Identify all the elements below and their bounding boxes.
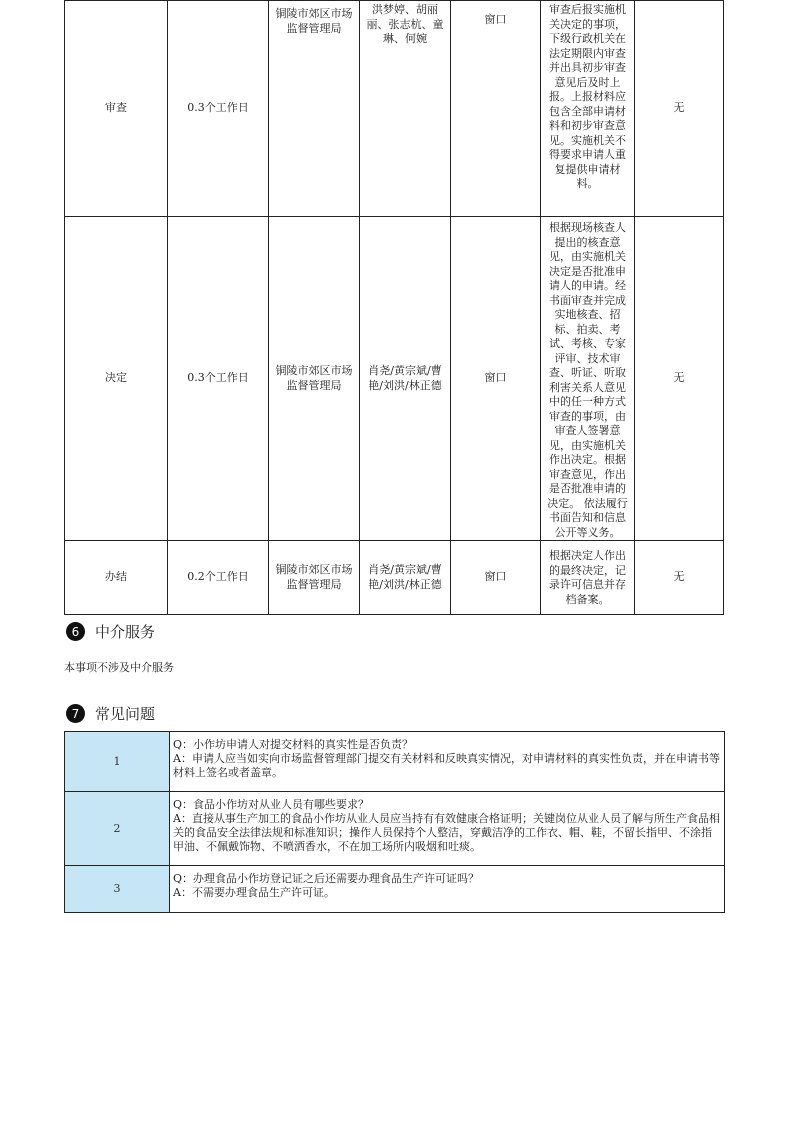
step-department: 铜陵市郊区市场监督管理局 — [269, 217, 360, 541]
faq-content — [170, 732, 725, 792]
step-duration: 0.3个工作日 — [168, 1, 269, 217]
intermediary-note: 本事项不涉及中介服务 — [64, 661, 174, 674]
step-staff: 肖尧/黄宗斌/曹艳/刘洪/林正德 — [360, 541, 451, 615]
faq-question: Q：食品小作坊对从业人员有哪些要求？ — [173, 798, 370, 811]
faq-answer: A：申请人应当如实向市场监督管理部门提交有关材料和反映真实情况，对申请材料的真实性负责，并在申请书等材料上签名或者盖章。 — [173, 752, 720, 779]
step-method: 窗口 — [451, 217, 541, 541]
faq-number: 1 — [65, 732, 170, 792]
faq-content — [170, 792, 725, 866]
step-name: 决定 — [65, 217, 168, 541]
faq-number: 3 — [65, 866, 170, 913]
step-result: 无 — [635, 217, 724, 541]
step-name: 办结 — [65, 541, 168, 615]
step-method: 窗口 — [451, 1, 541, 217]
section-number-badge: 6 — [66, 622, 85, 641]
step-staff: 洪梦婷、胡丽丽、张志杭、童琳、何婉 — [360, 1, 451, 217]
step-result: 无 — [635, 1, 724, 217]
faq-answer: A：直接从事生产加工的食品小作坊从业人员应当持有有效健康合格证明；关键岗位从业人员了解与所生产食品相关的食品安全法律法规和标准知识；操作人员保持个人整洁，穿戴洁净的工作衣、帽、鞋，不留长指甲、不涂指甲油、不佩戴饰物、不喷洒香水，不在加工场所内吸烟和吐痰。 — [173, 812, 720, 853]
faq-number: 2 — [65, 792, 170, 866]
step-name: 审查 — [65, 1, 168, 217]
section-heading-intermediary — [66, 621, 155, 642]
table-row — [65, 217, 724, 541]
faq-row — [65, 732, 725, 792]
step-staff: 肖尧/黄宗斌/曹艳/刘洪/林正德 — [360, 217, 451, 541]
section-title: 常见问题 — [95, 705, 156, 723]
faq-row — [65, 792, 725, 866]
table-row — [65, 1, 724, 217]
step-standard: 审查后报实施机关决定的事项，下级行政机关在法定期限内审查并出具初步审查意见后及时上报。上报材料应包含全部申请材料和初步审查意见。实施机关不得要求申请人重复提供申请材料。 — [541, 1, 635, 217]
section-title: 中介服务 — [95, 623, 156, 641]
faq-table — [64, 731, 725, 913]
step-duration: 0.3个工作日 — [168, 217, 269, 541]
faq-row — [65, 866, 725, 913]
faq-content — [170, 866, 725, 913]
step-duration: 0.2个工作日 — [168, 541, 269, 615]
faq-question: Q：办理食品小作坊登记证之后还需要办理食品生产许可证吗？ — [173, 872, 480, 885]
step-standard: 根据决定人作出的最终决定，记录许可信息并存档备案。 — [541, 541, 635, 615]
faq-question: Q：小作坊申请人对提交材料的真实性是否负责？ — [173, 738, 414, 751]
step-standard: 根据现场核查人提出的核查意见，由实施机关决定是否批准申请人的申请。经书面审查并完成实地核查、招标、拍卖、考试、考核、专家评审、技术审查、听证、听取利害关系人意见中的任一种方式审查的事项，由审查人签署意见，由实施机关作出决定。根据审查意见，作出是否批准申请的决定。 依法履行书面告知和信息公开等义务。 — [541, 217, 635, 541]
process-table — [64, 0, 724, 615]
step-method: 窗口 — [451, 541, 541, 615]
step-department: 铜陵市郊区市场监督管理局 — [269, 541, 360, 615]
table-row — [65, 541, 724, 615]
faq-answer: A：不需要办理食品生产许可证。 — [173, 886, 335, 899]
step-department: 铜陵市郊区市场监督管理局 — [269, 1, 360, 217]
step-result: 无 — [635, 541, 724, 615]
section-number-badge: 7 — [66, 704, 85, 723]
section-heading-faq — [66, 703, 155, 724]
